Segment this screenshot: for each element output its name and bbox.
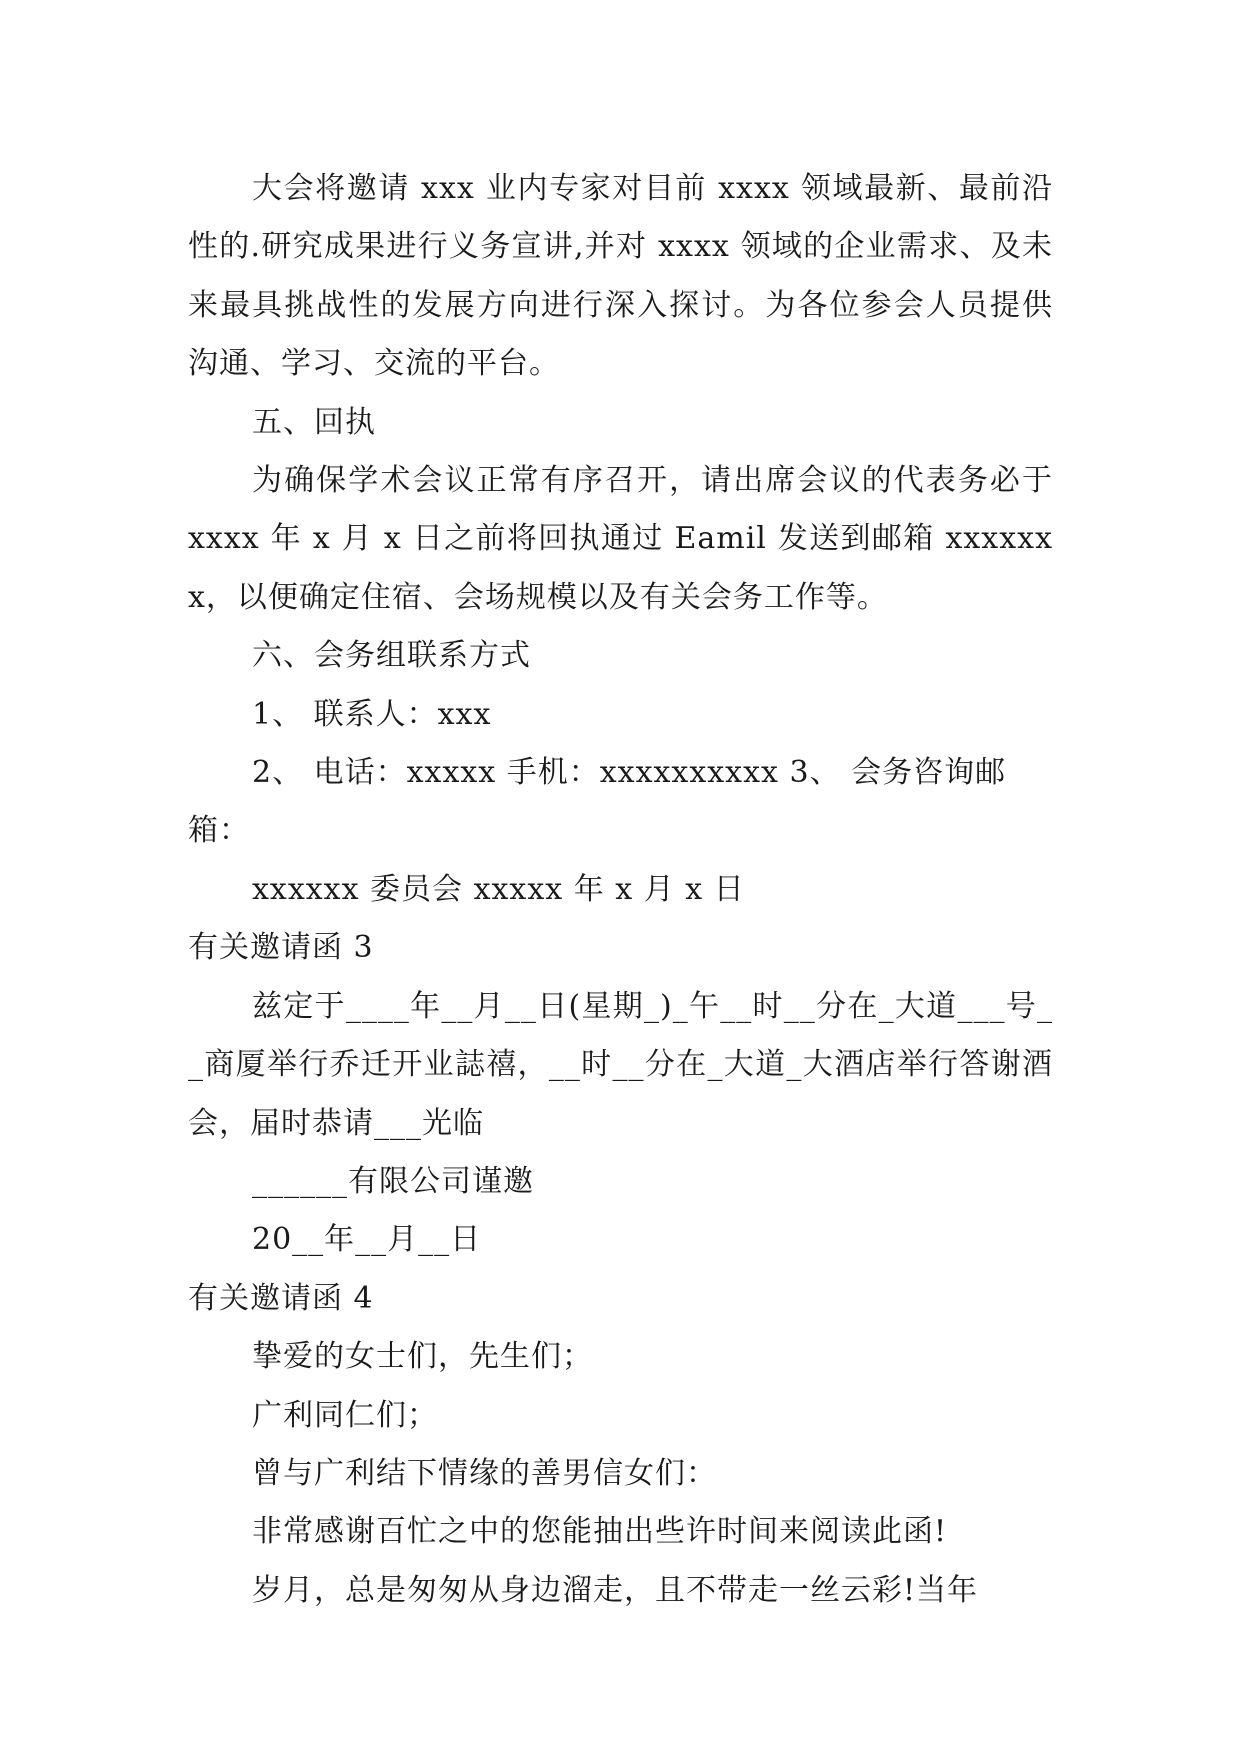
invitation-3-date: 20__年__月__日 — [252, 1222, 482, 1258]
document-body — [188, 160, 1053, 1620]
contact-phone: 2、 电话：xxxxx 手机：xxxxxxxxxx 3、 会务咨询邮箱： — [188, 755, 1007, 849]
signature-committee-date: xxxxxx 委员会 xxxxx 年 x 月 x 日 — [252, 871, 745, 907]
invitation-4-title: 有关邀请函 4 — [188, 1280, 374, 1316]
paragraph-conference-intro: 大会将邀请 xxx 业内专家对目前 xxxx 领域最新、最前沿性的.研究成果进行义务宣讲,并对 xxxx 领域的企业需求、及未来最具挑战性的发展方向进行深入探讨。为各位参会人员提供沟通、学习、交流的平台。 — [188, 171, 1053, 382]
invitation-3-body: 兹定于____年__月__日(星期_)_午__时__分在_大道___号__商厦举行乔迁开业誌禧，__时__分在_大道_大酒店举行答谢酒会，届时恭请___光临 — [188, 988, 1053, 1141]
invitation-4-body-start: 岁月，总是匆匆从身边溜走，且不带走一丝云彩!当年 — [252, 1572, 979, 1608]
invitation-4-salutation-3: 曾与广利结下情缘的善男信女们： — [252, 1455, 717, 1491]
invitation-4-salutation-1: 挚爱的女士们，先生们； — [252, 1339, 593, 1375]
invitation-4-salutation-2: 广利同仁们； — [252, 1397, 438, 1433]
paragraph-receipt-details: 为确保学术会议正常有序召开，请出席会议的代表务必于 xxxx 年 x 月 x 日之前将回执通过 Eamil 发送到邮箱 xxxxxxx，以便确定住宿、会场规模以及有关会务工作等。 — [188, 463, 1053, 615]
invitation-3-title: 有关邀请函 3 — [188, 930, 374, 966]
contact-person: 1、 联系人：xxx — [252, 696, 492, 732]
section-heading-receipt: 五、回执 — [252, 404, 376, 440]
invitation-4-thanks: 非常感谢百忙之中的您能抽出些许时间来阅读此函! — [252, 1514, 948, 1550]
invitation-3-signature: ______有限公司谨邀 — [252, 1163, 534, 1199]
section-heading-contact: 六、会务组联系方式 — [252, 638, 531, 674]
